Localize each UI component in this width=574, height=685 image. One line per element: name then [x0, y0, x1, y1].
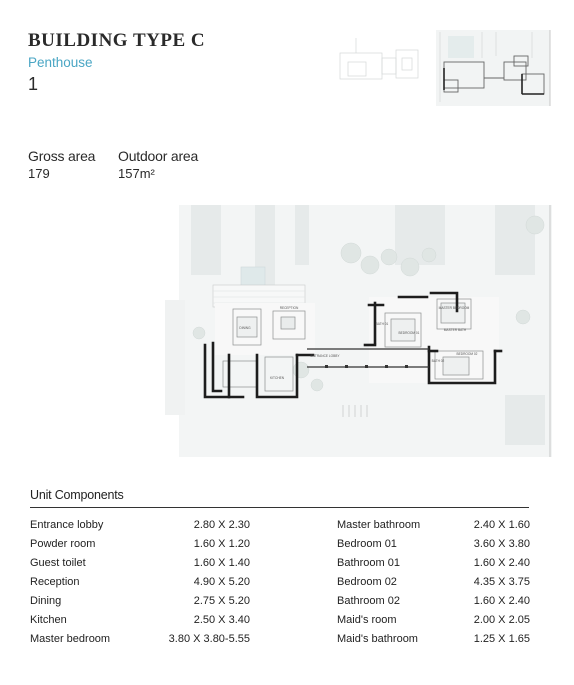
component-name: Entrance lobby	[30, 519, 104, 531]
component-row	[30, 516, 250, 535]
component-row	[337, 516, 530, 535]
component-dimensions: 2.00 X 2.05	[473, 614, 530, 626]
component-dimensions: 2.80 X 2.30	[193, 519, 250, 531]
floor-plan-drawing	[165, 205, 552, 457]
label-bath-01: BATH 01	[375, 322, 389, 326]
component-row	[337, 554, 530, 573]
component-name: Kitchen	[30, 614, 67, 626]
unit-number: 1	[28, 74, 39, 94]
label-master-bedroom: MASTER BEDROOM	[438, 306, 470, 310]
component-row	[337, 630, 530, 649]
component-name: Guest toilet	[30, 557, 86, 569]
component-name: Bathroom 02	[337, 595, 400, 607]
component-name: Reception	[30, 576, 80, 588]
component-row	[337, 592, 530, 611]
component-row	[30, 554, 250, 573]
component-dimensions: 1.60 X 2.40	[473, 557, 530, 569]
component-dimensions: 2.75 X 5.20	[193, 595, 250, 607]
label-dining: DINING	[239, 326, 251, 330]
label-kitchen: KITCHEN	[270, 376, 284, 380]
components-right-column	[337, 516, 530, 649]
component-dimensions: 1.60 X 2.40	[473, 595, 530, 607]
component-row	[30, 535, 250, 554]
component-row	[30, 573, 250, 592]
gross-area-value: 179	[28, 166, 50, 181]
component-name: Maid's bathroom	[337, 633, 418, 645]
unit-components-heading: Unit Components	[30, 488, 124, 502]
component-name: Master bathroom	[337, 519, 421, 531]
component-name: Maid's room	[337, 614, 397, 626]
component-dimensions: 3.80 X 3.80-5.55	[168, 633, 250, 645]
component-name: Bedroom 01	[337, 538, 397, 550]
component-dimensions: 1.25 X 1.65	[473, 633, 530, 645]
component-dimensions: 3.60 X 3.80	[473, 538, 530, 550]
component-name: Master bedroom	[30, 633, 111, 645]
component-dimensions: 4.35 X 3.75	[473, 576, 530, 588]
components-left-column	[30, 516, 250, 649]
component-row	[337, 535, 530, 554]
component-dimensions: 1.60 X 1.40	[193, 557, 250, 569]
outdoor-area-value: 157m²	[118, 166, 155, 181]
component-name: Powder room	[30, 538, 96, 550]
component-name: Bedroom 02	[337, 576, 397, 588]
component-name: Dining	[30, 595, 62, 607]
outdoor-area-label: Outdoor area	[118, 148, 199, 164]
key-plan-drawing	[336, 28, 552, 108]
heading-divider	[30, 507, 529, 508]
gross-area	[28, 148, 95, 181]
component-row	[30, 630, 250, 649]
component-row	[30, 611, 250, 630]
component-dimensions: 1.60 X 1.20	[193, 538, 250, 550]
gross-area-label: Gross area	[28, 148, 96, 164]
label-bedroom-01: BEDROOM 01	[398, 331, 420, 335]
component-dimensions: 2.40 X 1.60	[473, 519, 530, 531]
component-name: Bathroom 01	[337, 557, 400, 569]
unit-type-subtitle: Penthouse	[28, 55, 93, 70]
label-bath-02: BATH 02	[431, 359, 445, 363]
label-entrance-lobby: ENTRANCE LOBBY	[310, 354, 340, 358]
component-row	[30, 592, 250, 611]
component-row	[337, 611, 530, 630]
building-title: BUILDING TYPE C	[28, 30, 206, 51]
component-dimensions: 4.90 X 5.20	[193, 576, 250, 588]
component-row	[337, 573, 530, 592]
outdoor-area	[118, 148, 198, 181]
component-dimensions: 2.50 X 3.40	[193, 614, 250, 626]
label-bedroom-02: BEDROOM 02	[456, 352, 478, 356]
label-master-bath: MASTER BATH	[443, 328, 467, 332]
label-reception: RECEPTION	[279, 306, 299, 310]
